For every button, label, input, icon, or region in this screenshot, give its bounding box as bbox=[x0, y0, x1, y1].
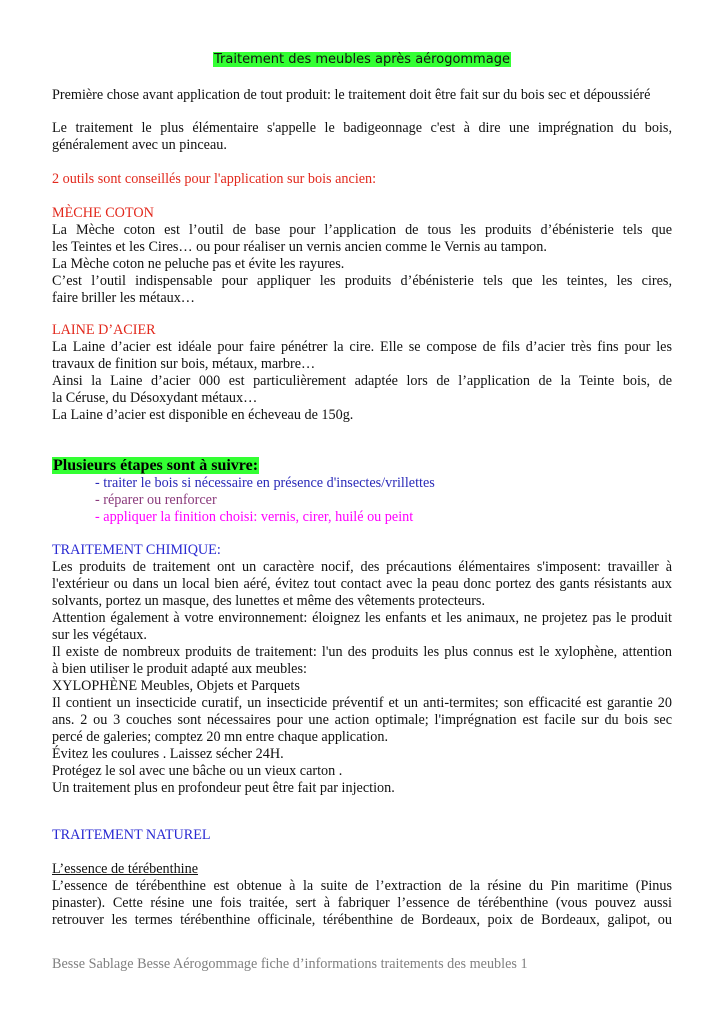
chimique-line: percé de galeries; comptez 20 mn entre chaque application. bbox=[52, 729, 389, 745]
chimique-line: ans. 2 ou 3 couches sont nécessaires pour une action optimale; l'imprégnation est facile sur du bois sec bbox=[52, 712, 672, 728]
naturel-heading: TRAITEMENT NATUREL bbox=[52, 827, 211, 843]
naturel-line: retrouver les termes térébenthine officinale, térébenthine de Bordeaux, poix de Bordeaux, galipot, ou bbox=[52, 912, 672, 928]
meche-line: faire briller les métaux… bbox=[52, 290, 195, 306]
laine-line: la Céruse, du Désoxydant métaux… bbox=[52, 390, 258, 406]
chimique-line: Il existe de nombreux produits de traitement: l'un des produits les plus connus est le xylophène, attention bbox=[52, 644, 672, 660]
naturel-line: pinaster). Cette résine une fois traitée, sert à fabriquer l’essence de térébenthine (vous pouvez aussi bbox=[52, 895, 672, 911]
meche-line: La Mèche coton est l’outil de base pour l’application de tous les produits d’ébénisterie tels que bbox=[52, 222, 672, 238]
meche-heading: MÈCHE COTON bbox=[52, 205, 154, 221]
laine-line: La Laine d’acier est idéale pour faire pénétrer la cire. Elle se compose de fils d’acier très fins pour les bbox=[52, 339, 672, 355]
meche-line: La Mèche coton ne peluche pas et évite les rayures. bbox=[52, 256, 345, 272]
naturel-line: L’essence de térébenthine est obtenue à la suite de l’extraction de la résine du Pin maritime (Pinus bbox=[52, 878, 672, 894]
chimique-line: à bien utiliser le produit adapté aux meubles: bbox=[52, 661, 307, 677]
badigeonnage-line: Le traitement le plus élémentaire s'appelle le badigeonnage c'est à dire une imprégnation du bois, bbox=[52, 120, 672, 136]
chimique-line: sur les végétaux. bbox=[52, 627, 147, 643]
badigeonnage-line: généralement avec un pinceau. bbox=[52, 137, 227, 153]
chimique-line: Les produits de traitement ont un caractère nocif, des précautions élémentaires s'imposent: travailler à bbox=[52, 559, 672, 575]
step-item: - traiter le bois si nécessaire en présence d'insectes/vrillettes bbox=[95, 475, 435, 491]
tools-intro: 2 outils sont conseillés pour l'application sur bois ancien: bbox=[52, 171, 377, 187]
intro-paragraph: Première chose avant application de tout produit: le traitement doit être fait sur du bois sec et dépoussiéré bbox=[52, 87, 651, 103]
step-item: - appliquer la finition choisi: vernis, cirer, huilé ou peint bbox=[95, 509, 414, 525]
laine-line: Ainsi la Laine d’acier 000 est particulièrement adaptée lors de l’application de la Teinte bois, de bbox=[52, 373, 672, 389]
chimique-line: Évitez les coulures . Laissez sécher 24H. bbox=[52, 746, 284, 762]
chimique-line: Attention également à votre environnement: éloignez les enfants et les animaux, ne projetez pas le produit bbox=[52, 610, 672, 626]
laine-line: La Laine d’acier est disponible en écheveau de 150g. bbox=[52, 407, 354, 423]
step-item: - réparer ou renforcer bbox=[95, 492, 217, 508]
laine-heading: LAINE D’ACIER bbox=[52, 322, 156, 338]
chimique-line: XYLOPHÈNE Meubles, Objets et Parquets bbox=[52, 678, 300, 694]
chimique-line: Il contient un insecticide curatif, un insecticide préventif et un anti-termites; son efficacité est garantie 20 bbox=[52, 695, 672, 711]
chimique-line: Protégez le sol avec une bâche ou un vieux carton . bbox=[52, 763, 343, 779]
chimique-heading: TRAITEMENT CHIMIQUE: bbox=[52, 542, 221, 558]
chimique-line: Un traitement plus en profondeur peut être fait par injection. bbox=[52, 780, 395, 796]
steps-heading: Plusieurs étapes sont à suivre: bbox=[53, 457, 259, 474]
page-footer: Besse Sablage Besse Aérogommage fiche d’informations traitements des meubles 1 bbox=[52, 956, 528, 972]
meche-line: les Teintes et les Cires… ou pour réaliser un vernis ancien comme le Vernis au tampon. bbox=[52, 239, 547, 255]
chimique-line: solvants, portez un masque, des lunettes et même des vêtements protecteurs. bbox=[52, 593, 485, 609]
chimique-line: l'extérieur ou dans un local bien aéré, évitez tout contact avec la peau donc portez des gants résistants aux bbox=[52, 576, 672, 592]
meche-line: C’est l’outil indispensable pour appliquer les produits d’ébénisterie tels que les teintes, les cires, bbox=[52, 273, 672, 289]
laine-line: travaux de finition sur bois, métaux, marbre… bbox=[52, 356, 316, 372]
naturel-subheading: L’essence de térébenthine bbox=[52, 861, 199, 877]
document-title: Traitement des meubles après aérogommage bbox=[214, 52, 510, 67]
